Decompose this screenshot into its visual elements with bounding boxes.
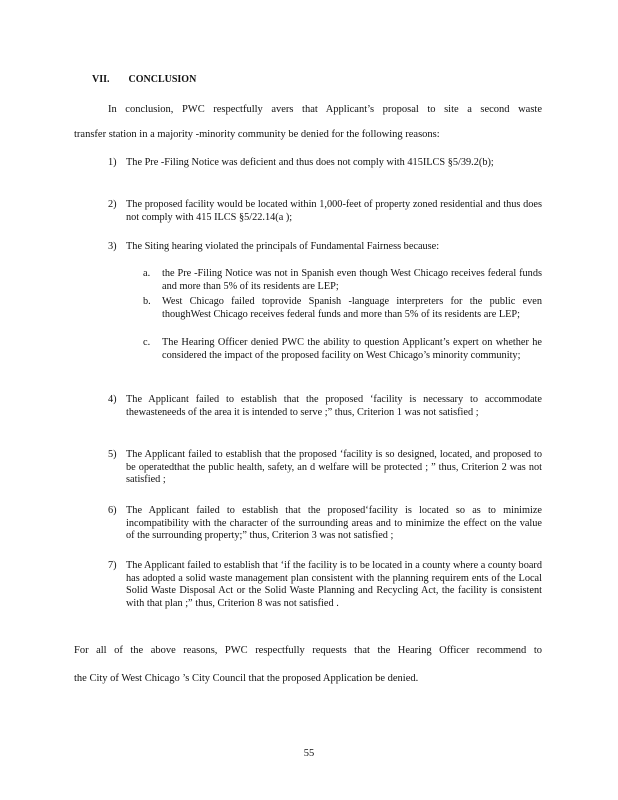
subreason-item-b <box>143 296 542 321</box>
reason-text: The Pre -Filing Notice was deficient and thus does not comply with 415ILCS §5/39.2(b); <box>126 157 494 168</box>
subreason-letter: b. <box>143 296 151 307</box>
intro-line-1: In conclusion, PWC respectfully avers that Applicant’s proposal to site a second waste <box>108 104 542 115</box>
reason-number: 1) <box>108 157 117 168</box>
intro-line-2: transfer station in a majority -minority community be denied for the following reasons: <box>74 129 440 140</box>
subreason-item-c <box>143 337 542 362</box>
page-number: 55 <box>303 748 315 759</box>
section-number: VII. <box>92 74 110 85</box>
subreason-text: The Hearing Officer denied PWC the ability to question Applicant’s expert on whether he considered the impact of the proposed facility on West Chicago’s minority community; <box>162 337 542 361</box>
section-heading <box>92 74 196 85</box>
reason-number: 3) <box>108 241 117 252</box>
subreason-text: West Chicago failed toprovide Spanish -language interpreters for the public even thoughWest Chicago receives federal funds and more than 5% of its residents are LEP; <box>162 296 542 320</box>
reason-number: 7) <box>108 560 117 571</box>
reason-item-7 <box>108 560 542 610</box>
reason-text: The Applicant failed to establish that the proposed ‘facility is necessary to accommodate thewasteneeds of the area it is intended to serve ;” thus, Criterion 1 was not satisfied ; <box>126 394 542 418</box>
reason-item-5 <box>108 449 542 487</box>
reason-number: 5) <box>108 449 117 460</box>
reason-text: The proposed facility would be located within 1,000-feet of property zoned residential and thus does not comply with 415 ILCS §5/22.14(a ); <box>126 199 542 223</box>
reason-item-6 <box>108 505 542 543</box>
reason-text: The Applicant failed to establish that the proposed‘facility is located so as to minimize incompatibility with the character of the surrounding areas and to minimize the effect on the value of the surrounding property;” thus, Criterion 3 was not satisfied ; <box>126 505 542 541</box>
reason-number: 4) <box>108 394 117 405</box>
closing-line-2: the City of West Chicago ’s City Council that the proposed Application be denied. <box>74 673 419 684</box>
section-title: CONCLUSION <box>128 74 197 85</box>
reason-item-4 <box>108 394 542 419</box>
reason-item-1 <box>108 157 542 170</box>
reason-text: The Applicant failed to establish that ‘if the facility is to be located in a county where a county board has adopted a solid waste management plan consistent with the planning requirem ents of the Local Solid Waste Disposal Act or the Solid Waste Planning and Recycling Act, the facility is consistent with that plan ;” thus, Criterion 8 was not satisfied . <box>126 560 542 609</box>
reason-number: 2) <box>108 199 117 210</box>
reason-item-3 <box>108 241 542 254</box>
subreason-item-a <box>143 268 542 293</box>
subreason-letter: a. <box>143 268 151 279</box>
reason-text: The Applicant failed to establish that the proposed ‘facility is so designed, located, and proposed to be operatedthat the public health, safety, an d welfare will be protected ; ” thus, Criterion 2 was not satisfied ; <box>126 449 542 485</box>
reason-text: The Siting hearing violated the principals of Fundamental Fairness because: <box>126 241 440 252</box>
subreason-text: the Pre -Filing Notice was not in Spanish even though West Chicago receives federal funds and more than 5% of its residents are LEP; <box>162 268 542 292</box>
reason-number: 6) <box>108 505 117 516</box>
subreason-letter: c. <box>143 337 151 348</box>
reason-item-2 <box>108 199 542 224</box>
closing-line-1: For all of the above reasons, PWC respectfully requests that the Hearing Officer recommend to <box>74 645 542 656</box>
